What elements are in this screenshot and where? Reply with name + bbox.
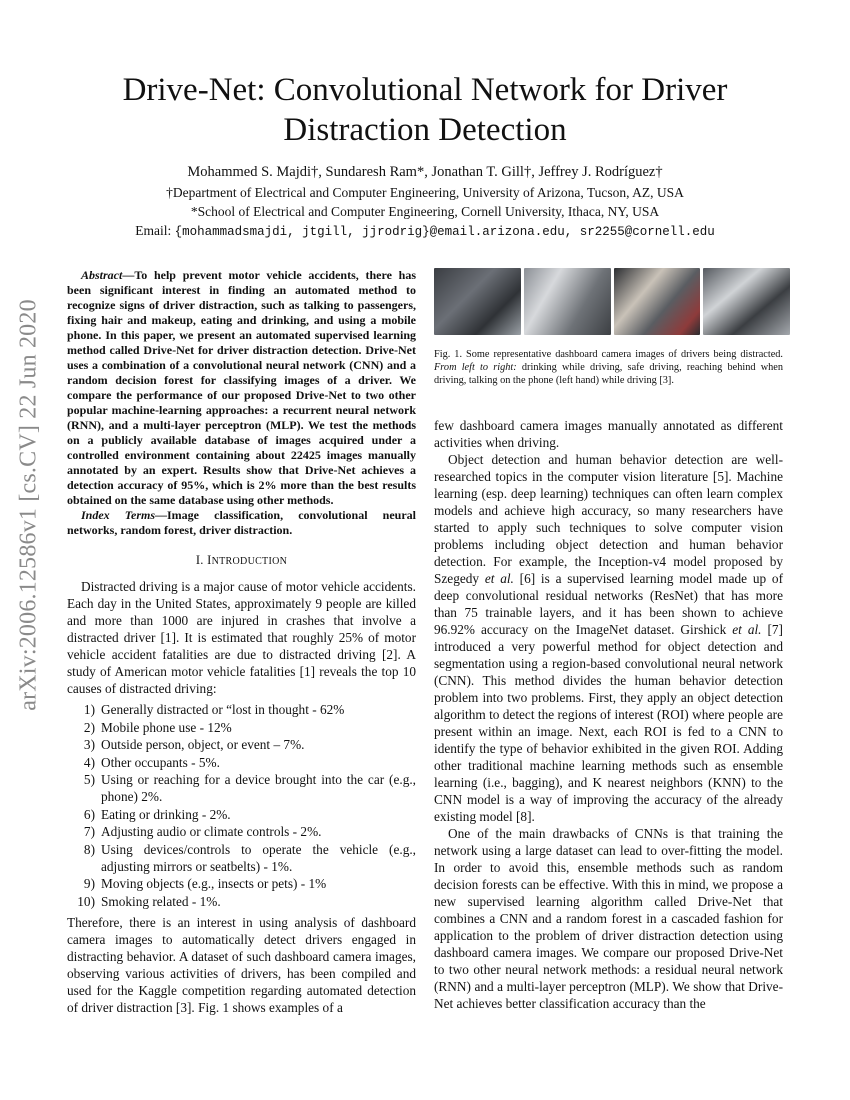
section-heading-introduction: I. INTRODUCTION — [195, 553, 288, 567]
figure-1-caption: Fig. 1. Some representative dashboard camera images of drivers being distracted. From left to right: drinking while driving, safe driving, reaching behind when driving, talking on the phone (left hand) while driving [3]. — [434, 349, 784, 386]
figure-1-images — [434, 268, 790, 335]
list-item: 4) Other occupants - 5%. — [83, 754, 220, 770]
list-item: 6) Eating or drinking - 2%. — [83, 806, 231, 822]
email-label: Email: — [135, 223, 175, 238]
index-terms-text: —Image classification, convolutional neural networks, random forest, driver distraction. — [67, 508, 416, 537]
intro-paragraph-2: Therefore, there is an interest in using analysis of dashboard camera images to automatically detect drivers engaged in distracting behavior. A dataset of such dashboard camera images, observing various activities of drivers, has been compiled and used for the Kaggle competition regarding automated detection of driver distraction [3]. Fig. 1 shows examples of a — [67, 914, 416, 1015]
right-paragraph-2: Object detection and human behavior detection are well-researched topics in the computer vision literature [5]. Machine learning (esp. deep learning) techniques can often learn complex models and achieve high accuracy, so many researchers have started to apply such techniques to solve computer vision problems including object detection and human behavior detection. For example, the Inception-v4 model proposed by Szegedy et al. [6] is a supervised learning model made up of deep convolutional residual networks (ResNet) that has more than 75 trainable layers, and it has been shown to achieve 96.92% accuracy on the ImageNet dataset. Girshick et al. [7] introduced a very powerful method for object detection and segmentation using a region-based convolutional neural network (CNN). This method divides the human behavior detection problem into two problems. First, they apply an object detection algorithm to detect the regions of interest (ROI) where people are present within an image. Next, each ROI is fed to a CNN to identify the type of behavior exhibited in the given ROI. Adding other traditional machine learning methods such as ensemble learning (i.e., bagging), and K nearest neighbors (KNN) to the CNN model is a way of improving the accuracy of the already existing model [8]. — [434, 452, 783, 824]
list-item: 5) Using or reaching for a device brought into the car (e.g., phone) 2%. — [83, 772, 416, 804]
list-item: 2) Mobile phone use - 12% — [83, 719, 232, 735]
arxiv-sidebar-stamp — [6, 295, 52, 715]
abstract-text: —To help prevent motor vehicle accidents, there has been significant interest in finding an automated method to recognize signs of driver distraction, such as talking to passengers, fixing hair and makeup, eating and drinking, and using a mobile phone. In this paper, we present an automated supervised learning method called Drive-Net for driver distraction detection. Drive-Net uses a combination of a convolutional neural network (CNN) and a random decision forest for classifying images of a driver. We compare the performance of our proposed Drive-Net to two other popular machine-learning approaches: a recurrent neural network (RNN), and a multi-layer perceptron (MLP). We test the methods on a publicly available database of images acquired under a controlled environment containing about 22425 images manually annotated by an expert. Results show that Drive-Net achieves a detection accuracy of 95%, which is 2% more than the best results obtained on the same database using other methods. — [67, 268, 416, 507]
list-item: 8) Using devices/controls to operate the vehicle (e.g., adjusting mirrors or seatbelts) - 1%. — [83, 841, 416, 874]
driver-photo-safe-driving — [524, 268, 611, 335]
right-paragraph-1: few dashboard camera images manually annotated as different activities when driving. — [434, 418, 783, 450]
abstract — [67, 268, 416, 508]
index-terms-label: Index Terms — [81, 508, 156, 522]
intro-paragraph-1: Distracted driving is a major cause of motor vehicle accidents. Each day in the United States, approximately 9 people are killed and more than 1000 are injured in crashes that involve a distracted driver [1]. It is estimated that roughly 25% of motor vehicle accident fatalities are due to distracted driving [2]. A study of American motor vehicle fatalities [1] reveals the top 10 causes of distracted driving: — [67, 579, 416, 696]
driver-photo-reaching-behind — [614, 268, 701, 335]
list-item: 3) Outside person, object, or event – 7%. — [83, 737, 305, 752]
driver-photo-drinking — [434, 268, 521, 335]
list-item: 9) Moving objects (e.g., insects or pets) - 1% — [83, 876, 327, 891]
index-terms — [67, 508, 416, 538]
list-item: 1) Generally distracted or “lost in thought - 62% — [83, 702, 345, 717]
driver-photo-talking-phone — [703, 268, 790, 335]
left-column — [67, 268, 416, 1016]
list-item: 10) Smoking related - 1%. — [77, 893, 221, 909]
abstract-label: Abstract — [81, 268, 123, 282]
distraction-causes-list — [67, 701, 416, 910]
right-paragraph-3: One of the main drawbacks of CNNs is that training the network using a large dataset can lead to over-fitting the model. In order to avoid this, ensemble methods such as random decision forests can be effective. With this in mind, we propose a new supervised learning algorithm called Drive-Net that combines a CNN and a random forest in a cascaded fashion for application to the problem of driver distraction detection using dashboard camera images. We compare our proposed Drive-Net to two other neural network methods: a residual neural network (RNN) and a multi-layer perceptron (MLP). We show that Drive-Net achieves better classification accuracy than the — [434, 826, 783, 1011]
arxiv-id: arXiv:2006.12586v1 [cs.CV] 22 Jun 2020 — [15, 299, 42, 711]
email-addresses: {mohammadsmajdi, jtgill, jjrodrig}@email.arizona.edu, sr2255@cornell.edu — [174, 225, 715, 239]
author-list: Mohammed S. Majdi†, Sundaresh Ram*, Jonathan T. Gill†, Jeffrey J. Rodríguez† — [187, 164, 663, 180]
affiliation-cornell: *School of Electrical and Computer Engineering, Cornell University, Ithaca, NY, USA — [190, 204, 660, 219]
affiliation-arizona: †Department of Electrical and Computer Engineering, University of Arizona, Tucson, AZ, USA — [166, 185, 684, 200]
right-column — [434, 417, 783, 1012]
email-line — [60, 222, 790, 241]
paper-title: Drive-Net: Convolutional Network for Driver Distraction Detection — [122, 72, 728, 148]
list-item: 7) Adjusting audio or climate controls - 2%. — [83, 824, 322, 839]
